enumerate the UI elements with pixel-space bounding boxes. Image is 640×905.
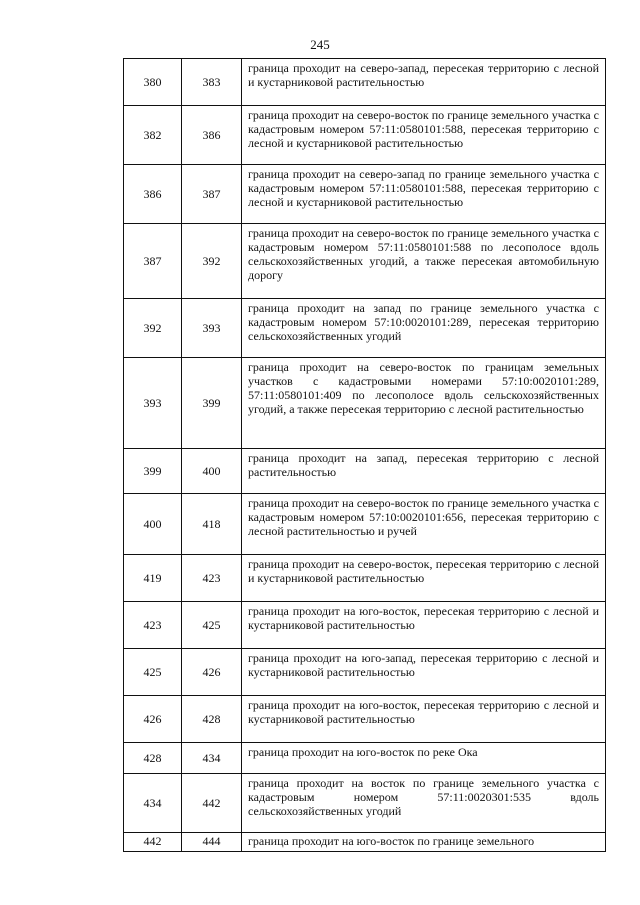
from-point-cell: 399 [124,449,182,494]
description-cell: граница проходит на северо-восток, пересекая территорию с лесной и кустарниковой растительностью [242,555,606,602]
from-point-cell: 442 [124,833,182,852]
to-point-cell: 428 [182,696,242,743]
from-point-cell: 393 [124,358,182,449]
boundary-description-table [123,58,606,852]
description-cell: граница проходит на запад, пересекая территорию с лесной растительностью [242,449,606,494]
to-point-cell: 400 [182,449,242,494]
to-point-cell: 444 [182,833,242,852]
page-number: 245 [310,37,330,52]
to-point-cell: 442 [182,774,242,833]
description-cell: граница проходит на юго-восток по реке Ока [242,743,606,774]
from-point-cell: 392 [124,299,182,358]
to-point-cell: 383 [182,59,242,106]
to-point-cell: 425 [182,602,242,649]
table-row [124,299,606,358]
table-row [124,165,606,224]
from-point-cell: 428 [124,743,182,774]
from-point-cell: 419 [124,555,182,602]
table-row [124,743,606,774]
to-point-cell: 387 [182,165,242,224]
to-point-cell: 386 [182,106,242,165]
table-row [124,449,606,494]
table-row [124,696,606,743]
table-row [124,106,606,165]
from-point-cell: 434 [124,774,182,833]
description-cell: граница проходит на северо-запад, пересекая территорию с лесной и кустарниковой растительностью [242,59,606,106]
table-row [124,774,606,833]
description-cell: граница проходит на северо-восток по границе земельного участка с кадастровым номером 57:10:0020101:656, пересекая территорию с лесной растительностью и ручей [242,494,606,555]
description-cell: граница проходит на юго-восток, пересекая территорию с лесной и кустарниковой растительностью [242,602,606,649]
description-cell: граница проходит на запад по границе земельного участка с кадастровым номером 57:10:0020101:289, пересекая территорию сельскохозяйственных угодий [242,299,606,358]
from-point-cell: 387 [124,224,182,299]
table-row [124,494,606,555]
description-cell: граница проходит на северо-восток по границе земельного участка с кадастровым номером 57:11:0580101:588 по лесополосе вдоль сельскохозяйственных угодий, а также пересекая автомобильную дорогу [242,224,606,299]
table-row [124,833,606,852]
table-row [124,59,606,106]
table-row [124,224,606,299]
to-point-cell: 393 [182,299,242,358]
from-point-cell: 423 [124,602,182,649]
description-cell: граница проходит на северо-восток по границам земельных участков с кадастровыми номерами 57:10:0020101:289, 57:11:0580101:409 по лесополосе вдоль сельскохозяйственных угодий, а также пересекая территорию с лесной растительностью [242,358,606,449]
from-point-cell: 380 [124,59,182,106]
description-cell: граница проходит на юго-восток по границе земельного [242,833,606,852]
table-row [124,555,606,602]
to-point-cell: 426 [182,649,242,696]
description-cell: граница проходит на восток по границе земельного участка с кадастровым номером 57:11:0020301:535 вдоль сельскохозяйственных угодий [242,774,606,833]
from-point-cell: 426 [124,696,182,743]
description-cell: граница проходит на северо-запад по границе земельного участка с кадастровым номером 57:11:0580101:588, пересекая территорию с лесной и кустарниковой растительностью [242,165,606,224]
to-point-cell: 423 [182,555,242,602]
from-point-cell: 425 [124,649,182,696]
table-row [124,649,606,696]
to-point-cell: 434 [182,743,242,774]
description-cell: граница проходит на северо-восток по границе земельного участка с кадастровым номером 57:11:0580101:588, пересекая территорию с лесной и кустарниковой растительностью [242,106,606,165]
from-point-cell: 382 [124,106,182,165]
description-cell: граница проходит на юго-запад, пересекая территорию с лесной и кустарниковой растительностью [242,649,606,696]
to-point-cell: 418 [182,494,242,555]
to-point-cell: 399 [182,358,242,449]
from-point-cell: 386 [124,165,182,224]
to-point-cell: 392 [182,224,242,299]
description-cell: граница проходит на юго-восток, пересекая территорию с лесной и кустарниковой растительностью [242,696,606,743]
table-row [124,602,606,649]
from-point-cell: 400 [124,494,182,555]
table-row [124,358,606,449]
